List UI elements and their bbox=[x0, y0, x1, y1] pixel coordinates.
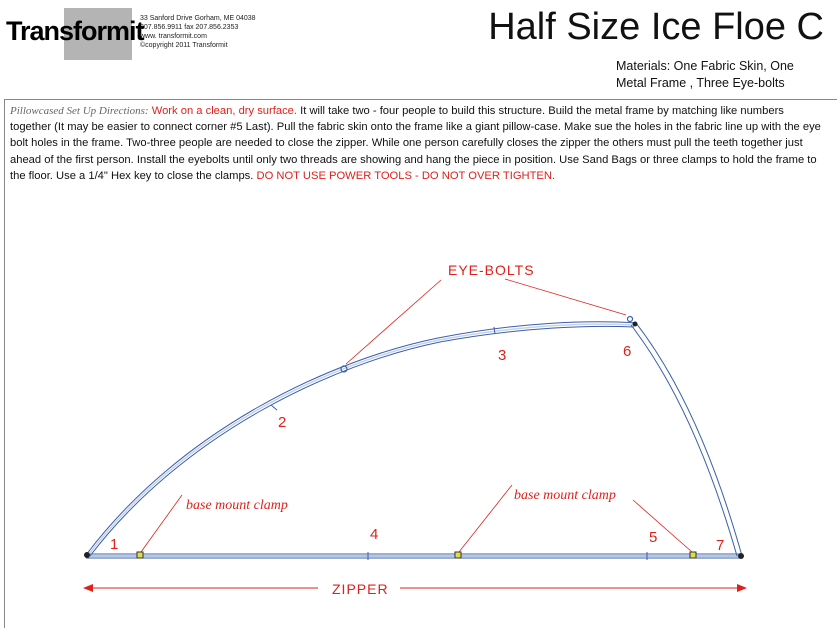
clamp-label-right: base mount clamp bbox=[514, 488, 616, 503]
frame-number-1: 1 bbox=[110, 536, 119, 553]
eye-bolts-leader-right bbox=[505, 279, 626, 315]
eye-bolts-label: EYE-BOLTS bbox=[448, 262, 535, 278]
frame-number-5: 5 bbox=[649, 529, 658, 546]
directions-body: It will take two - four people to build this structure. Build the metal frame by matching like numbers together (It may be easier to connect corner #5 Last). Pull the fabric skin onto the frame like a giant pillow-case. Make sue the holes in the fabric line up with the eye bolt holes in the frame. Two-three people are needed to close the zipper. While one person carefully closes the zipper the others must pull the teeth together just ahead of the first person. Install the eyebolts until only two threads are showing and hang the piece in position. Use Sand Bags or three clamps to hold the frame to the floor. Use a 1/4" Hex key to close the clamps. bbox=[10, 105, 821, 182]
corner-left bbox=[84, 552, 90, 558]
frame-number-7: 7 bbox=[716, 537, 725, 554]
frame-right-side bbox=[631, 323, 742, 556]
frame-base-bar bbox=[86, 554, 742, 558]
zipper-label: ZIPPER bbox=[332, 581, 389, 597]
website: www. transformit.com bbox=[140, 33, 207, 40]
joint-tick-2 bbox=[271, 405, 277, 410]
joint-tick-3 bbox=[494, 327, 495, 334]
logo-text: Transformit bbox=[6, 16, 144, 46]
page-title: Half Size Ice Floe C bbox=[488, 6, 824, 48]
address-line-2: 207.856.9911 fax 207.856.2353 bbox=[140, 24, 239, 31]
frame-number-6: 6 bbox=[623, 343, 632, 360]
warning-clean-surface: Work on a clean, dry surface. bbox=[151, 105, 298, 117]
frame-number-3: 3 bbox=[498, 347, 507, 364]
base-clamp-icon bbox=[455, 552, 461, 558]
clamp-label-left: base mount clamp bbox=[186, 498, 288, 513]
address-line-1: 33 Sanford Drive Gorham, ME 04038 bbox=[140, 15, 256, 22]
materials-line-2: Metal Frame , Three Eye-bolts bbox=[616, 76, 785, 90]
corner-top bbox=[633, 322, 638, 327]
corner-right bbox=[738, 553, 744, 559]
frame-number-4: 4 bbox=[370, 526, 379, 543]
base-clamp-icon bbox=[137, 552, 143, 558]
frame-number-2: 2 bbox=[278, 414, 287, 431]
eye-bolt-icon bbox=[628, 317, 633, 322]
directions-heading: Pillowcased Set Up Directions: bbox=[10, 105, 149, 117]
clamp-leader-right-2 bbox=[633, 500, 692, 552]
clamp-leader-left bbox=[141, 495, 182, 552]
base-clamp-icon bbox=[690, 552, 696, 558]
frame-arc bbox=[86, 322, 636, 556]
materials-line-1: Materials: One Fabric Skin, One bbox=[616, 59, 794, 73]
clamp-leader-right-1 bbox=[459, 485, 512, 552]
warning-power-tools: DO NOT USE POWER TOOLS - DO NOT OVER TIGHTEN. bbox=[256, 169, 556, 182]
copyright: ©copyright 2011 Transformit bbox=[140, 42, 228, 49]
